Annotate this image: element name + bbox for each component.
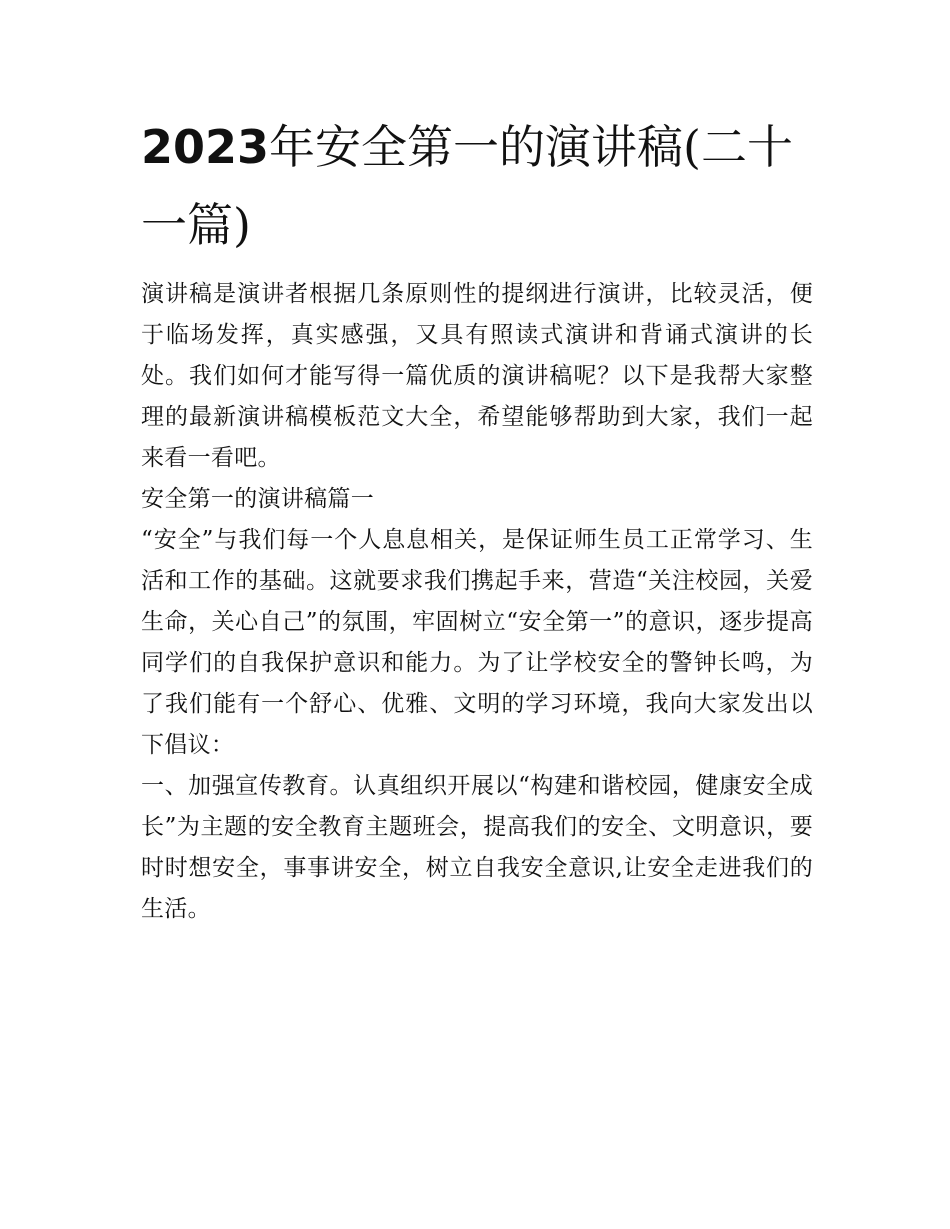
document-page — [141, 108, 813, 930]
document-title — [141, 108, 813, 264]
title-year: 2023 — [141, 120, 270, 174]
document-body — [141, 274, 813, 930]
title-text: 年安全第一的演讲稿(二十一篇) — [141, 120, 793, 252]
body-paragraph: 一、加强宣传教育。认真组织开展以“构建和谐校园，健康安全成长”为主题的安全教育主题班会，提高我们的安全、文明意识，要时时想安全，事事讲安全，树立自我安全意识,让安全走进我们的生活。 — [141, 773, 813, 922]
intro-paragraph: 演讲稿是演讲者根据几条原则性的提纲进行演讲，比较灵活，便于临场发挥，真实感强，又具有照读式演讲和背诵式演讲的长处。我们如何才能写得一篇优质的演讲稿呢？以下是我帮大家整理的最新演讲稿模板范文大全，希望能够帮助到大家，我们一起来看一看吧。 — [141, 281, 813, 471]
section-heading: 安全第一的演讲稿篇一 — [141, 486, 374, 512]
body-paragraph: “安全”与我们每一个人息息相关，是保证师生员工正常学习、生活和工作的基础。这就要求我们携起手来，营造“关注校园，关爱生命，关心自己”的氛围，牢固树立“安全第一”的意识，逐步提高同学们的自我保护意识和能力。为了让学校安全的警钟长鸣，为了我们能有一个舒心、优雅、文明的学习环境，我向大家发出以下倡议： — [141, 527, 813, 758]
